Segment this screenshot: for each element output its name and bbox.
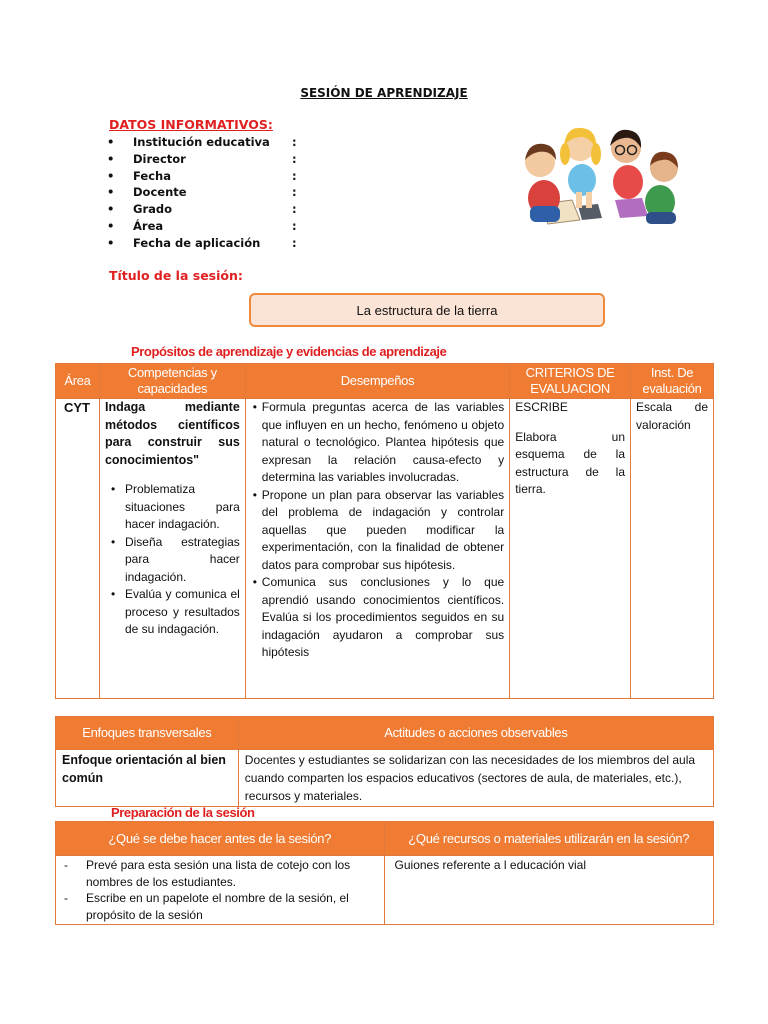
datos-list [107,134,307,252]
header-area: Área [56,364,100,399]
header-antes: ¿Qué se debe hacer antes de la sesión? [56,822,385,856]
datos-label: Docente [133,185,187,200]
enfoque-value: Enfoque orientación al bien común [56,750,239,807]
datos-item: • Fecha de aplicación : [107,235,297,250]
datos-item: • Institución educativa : [107,135,297,149]
capacidad-item: • Evalúa y comunica el proceso y resultados de su indagación. [105,586,240,639]
enfoques-table [55,716,714,807]
desempeno-item: • Formula preguntas acerca de las variables que influyen en un hecho, fenómeno u objeto natural o tecnológico. Plantea hipótesis que expresan la relación causa-efecto y determina las variables involucradas. [251,399,504,487]
datos-item: • Grado : [107,202,297,217]
datos-label: Fecha de aplicación [133,235,261,250]
propositos-table [55,363,714,699]
header-criterios: CRITERIOS DE EVALUACION [510,364,631,399]
preparacion-table [55,821,714,925]
desempeno-item: • Comunica sus conclusiones y lo que aprendió usando conocimientos científicos. Evalúa si los procedimientos seguidos en su indagación ayudaron a comprobar sus hipótesis [251,574,504,662]
datos-label: Fecha [133,168,171,183]
area-value: CYT [56,399,100,699]
header-competencias: Competencias y capacidades [99,364,245,399]
antes-item: - Escribe en un papelote el nombre de la sesión, el propósito de la sesión [62,890,378,923]
session-title-label: Título de la sesión: [109,268,243,283]
recursos-value: Guiones referente a l educación vial [384,856,713,925]
kids-reading-illustration [510,120,685,230]
datos-item: • Fecha : [107,168,297,183]
datos-item: • Director : [107,151,297,166]
actitud-value: Docentes y estudiantes se solidarizan con las necesidades de los miembros del aula cuando comparten los espacios educativos (sectores de aula, de materiales, etc.), recursos y materiales. [238,750,713,807]
header-recursos: ¿Qué recursos o materiales utilizarán en la sesión? [384,822,713,856]
criterio-word: ESCRIBE [515,400,568,414]
propositos-heading: Propósitos de aprendizaje y evidencias de aprendizaje [131,344,447,359]
header-desempenos: Desempeños [245,364,509,399]
competencia: Indaga mediante métodos científicos para construir sus conocimientos" [104,400,240,467]
criterio-text: Elabora un esquema de la estructura de la tierra. [515,429,626,496]
datos-label: Institución educativa [133,135,270,149]
datos-label: Director [133,151,186,166]
capacidad-item: • Diseña estrategias para hacer indagación. [105,534,240,587]
antes-item: - Prevé para esta sesión una lista de cotejo con los nombres de los estudiantes. [62,857,378,890]
datos-item: • Área : [107,218,297,233]
datos-label: Área [133,218,164,233]
session-title-box: La estructura de la tierra [249,293,605,327]
datos-item: • Docente : [107,185,297,200]
header-instrumento: Inst. De evaluación [631,364,714,399]
desempeno-item: • Propone un plan para observar las variables del problema de indagación y controlar aquellas que pueden modificar la experimentación, con la finalidad de obtener datos para comprobar sus hipótesis. [251,487,504,575]
capacidades-list [105,481,240,639]
desempenos-list [251,399,504,662]
instrumento-value: Escala de valoración [631,399,714,699]
header-enfoques: Enfoques transversales [56,717,239,750]
datos-label: Grado [133,202,173,217]
header-actitudes: Actitudes o acciones observables [238,717,713,750]
antes-list [62,857,378,923]
page-title: SESIÓN DE APRENDIZAJE [300,86,468,100]
preparacion-heading: Preparación de la sesión [111,805,255,820]
capacidad-item: • Problematiza situaciones para hacer indagación. [105,481,240,534]
datos-heading: DATOS INFORMATIVOS: [109,117,273,132]
